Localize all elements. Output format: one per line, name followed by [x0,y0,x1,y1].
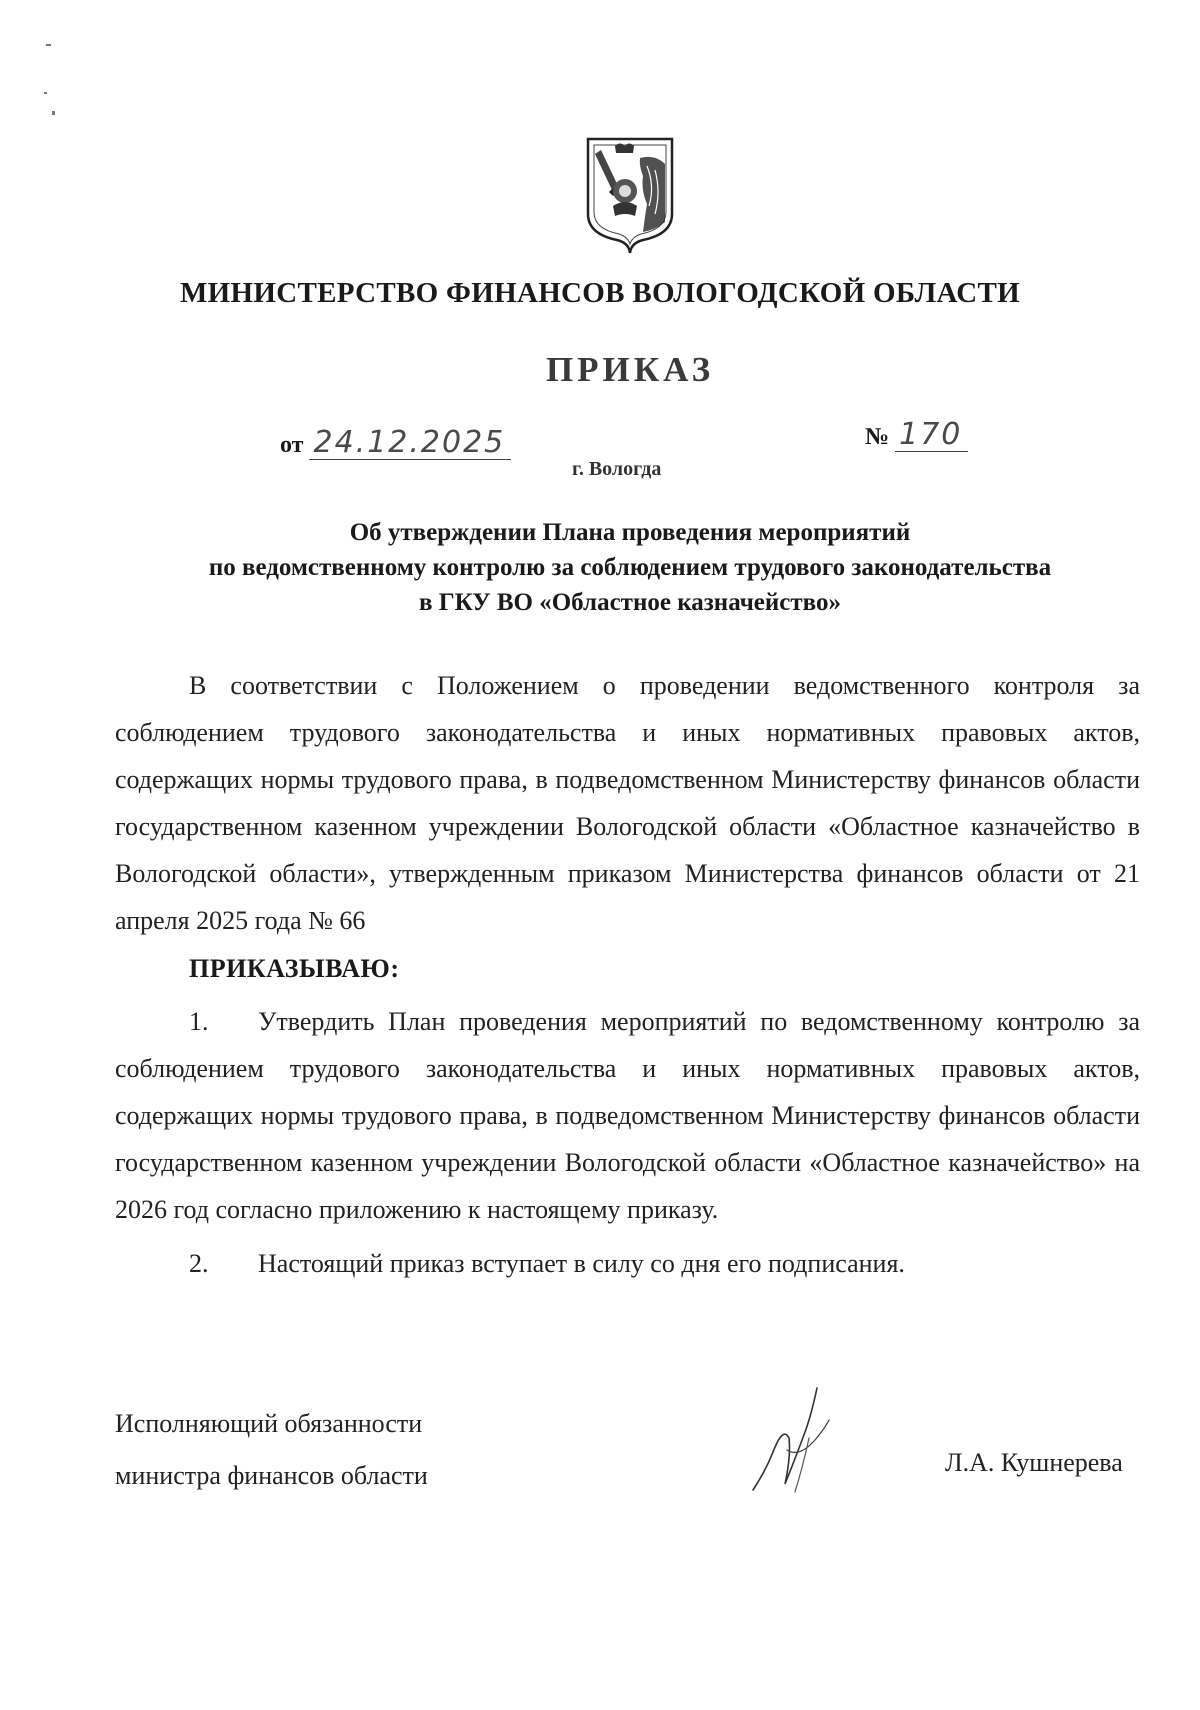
handwritten-signature-icon [745,1380,855,1500]
preamble-paragraph: В соответствии с Положением о проведении ведомственного контроля за соблюдением трудового законодательства и иных нормативных правовых актов, содержащих нормы трудового права, в подведомственном Министерству финансов области государственном казенном учреждении Вологодской области «Областное казначейство в Вологодской области», утвержденным приказом Министерства финансов области от 21 апреля 2025 года № 66 [115,671,1140,935]
order-subject [100,515,1160,620]
vologda-coat-of-arms-icon [585,136,675,256]
city: г. Вологда [572,458,662,480]
ministry-title: МИНИСТЕРСТВО ФИНАНСОВ ВОЛОГОДСКОЙ ОБЛАСТИ [179,277,1021,309]
signatory-role-line: министра финансов области [115,1461,428,1490]
date-prefix: от [280,432,304,458]
subject-line: в ГКУ ВО «Областное казначейство» [418,589,841,616]
subject-line: Об утверждении Плана проведения мероприятий [349,519,911,546]
item-text: Утвердить План проведения мероприятий по ведомственному контролю за соблюдением трудового законодательства и иных нормативных правовых актов, содержащих нормы трудового права, в подведомственном Министерству финансов области государственном казенном учреждении Вологодской области «Областное казначейство» на 2026 год согласно приложению к настоящему приказу. [115,1007,1140,1224]
subject-line: по ведомственному контролю за соблюдением трудового законодательства [208,554,1052,581]
number-prefix: № [865,424,890,450]
order-date-line [280,425,511,460]
document-type-title: ПРИКАЗ [545,350,715,389]
scan-artifact [52,111,55,115]
order-number-line [865,417,968,452]
scan-artifact [44,92,47,94]
order-item [115,998,1140,1233]
signatory-role [115,1398,428,1502]
scan-artifact [46,44,51,46]
order-date: 24.12.2025 [309,428,511,460]
signatory-role-line: Исполняющий обязанности [115,1409,423,1438]
item-text: Настоящий приказ вступает в силу со дня его подписания. [258,1249,905,1278]
item-number: 1. [189,1007,209,1036]
signatory-name: Л.А. Кушнерева [945,1448,1123,1477]
order-item [115,1240,1140,1287]
item-number: 2. [189,1249,209,1278]
decree-heading: ПРИКАЗЫВАЮ: [189,954,400,983]
order-number: 170 [895,420,968,452]
